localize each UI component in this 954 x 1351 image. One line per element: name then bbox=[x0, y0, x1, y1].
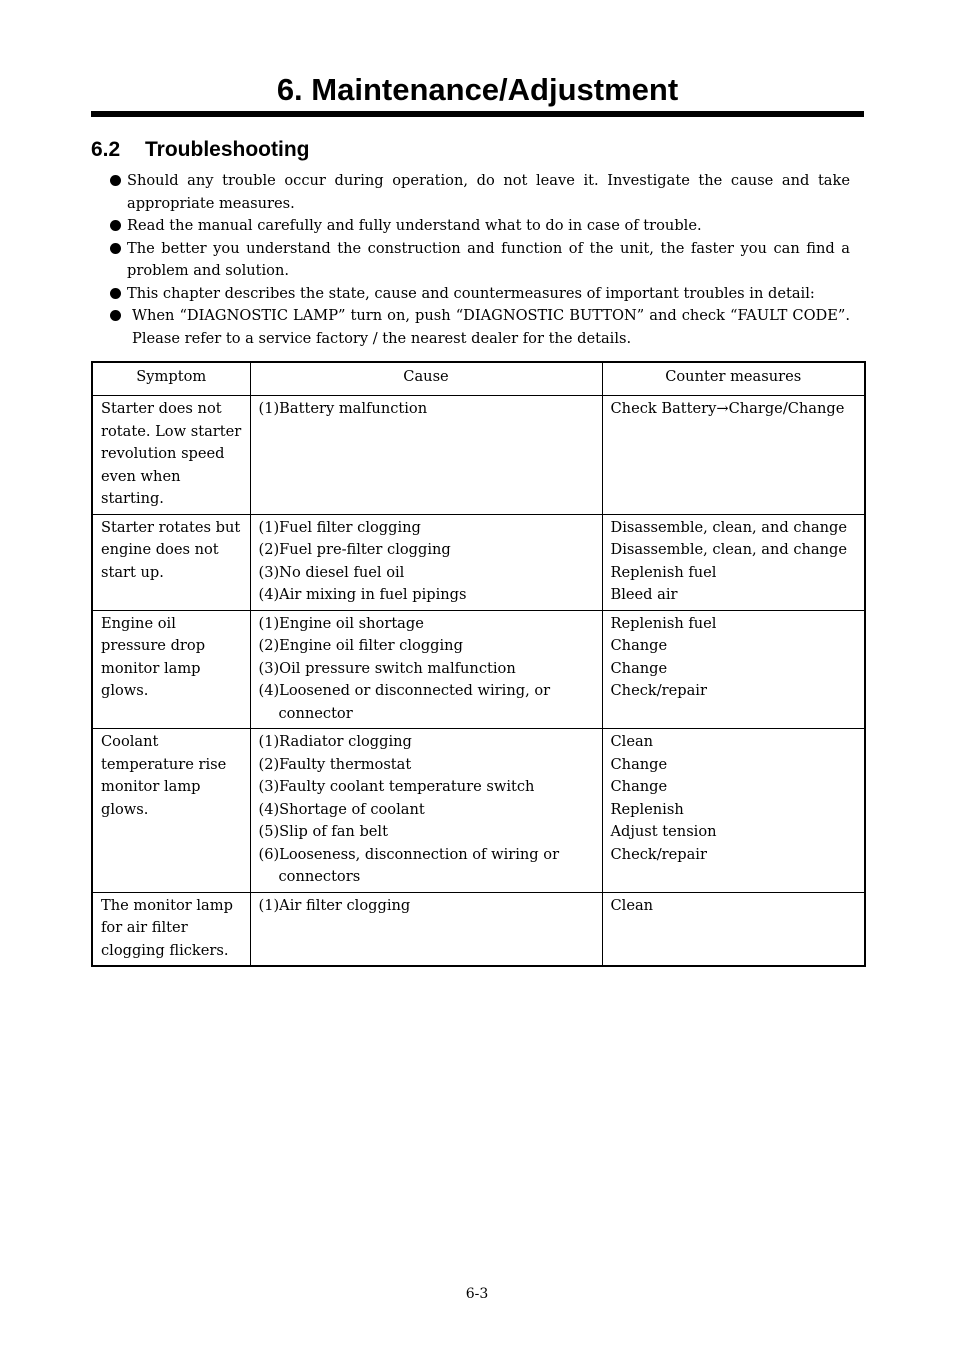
countermeasure-line: Check/repair bbox=[610, 682, 707, 699]
symptom-line: Engine oil bbox=[101, 614, 176, 632]
cause-line: (1)Radiator clogging bbox=[258, 733, 412, 750]
countermeasure-cell bbox=[602, 610, 865, 729]
symptom-line: temperature rise bbox=[101, 755, 227, 773]
symptom-line: revolution speed bbox=[101, 445, 225, 462]
bullet-icon bbox=[110, 310, 121, 321]
symptom-line: monitor lamp bbox=[101, 778, 201, 795]
section-heading bbox=[91, 136, 309, 164]
table-row bbox=[92, 610, 865, 729]
symptom-cell bbox=[92, 396, 250, 515]
bullet-icon bbox=[110, 288, 121, 299]
cause-cell bbox=[250, 729, 602, 893]
bullet-text: Should any trouble occur during operation, do not leave it. Investigate the cause and take appropriate measures. bbox=[127, 172, 850, 212]
symptom-line: Starter does not bbox=[101, 400, 222, 417]
countermeasure-line: Change bbox=[610, 659, 668, 677]
cause-cell bbox=[250, 892, 602, 966]
symptom-line: The monitor lamp bbox=[101, 896, 233, 914]
cause-line: (2)Engine oil filter clogging bbox=[258, 637, 463, 654]
table-row bbox=[92, 396, 865, 515]
table-row bbox=[92, 892, 865, 966]
table-header-row bbox=[92, 362, 865, 396]
cause-line: (4)Shortage of coolant bbox=[258, 800, 425, 818]
symptom-line: glows. bbox=[101, 682, 149, 699]
cause-line: (1)Fuel filter clogging bbox=[258, 518, 421, 536]
countermeasure-line: Change bbox=[610, 755, 668, 773]
cause-line: (2)Fuel pre-filter clogging bbox=[258, 541, 451, 558]
countermeasure-line: Disassemble, clean, and change bbox=[610, 541, 848, 558]
symptom-line: Starter rotates but bbox=[101, 518, 241, 536]
troubleshooting-table bbox=[91, 361, 866, 967]
symptom-line: engine does not bbox=[101, 541, 219, 558]
symptom-line: monitor lamp bbox=[101, 659, 201, 677]
symptom-line: Coolant bbox=[101, 733, 159, 750]
table-row bbox=[92, 514, 865, 610]
cause-cell bbox=[250, 610, 602, 729]
bullet-text: Read the manual carefully and fully understand what to do in case of trouble. bbox=[127, 217, 702, 234]
section-title: Troubleshooting bbox=[145, 138, 310, 161]
countermeasure-line: Adjust tension bbox=[610, 823, 717, 840]
symptom-cell bbox=[92, 610, 250, 729]
bullet-item bbox=[108, 238, 850, 283]
cause-line: (6)Looseness, disconnection of wiring or connectors bbox=[258, 845, 560, 885]
column-header-countermeasures: Counter measures bbox=[602, 362, 865, 396]
countermeasure-cell bbox=[602, 729, 865, 893]
bullet-text: This chapter describes the state, cause and countermeasures of important troubles in detail: bbox=[127, 284, 815, 302]
countermeasure-line: Bleed air bbox=[610, 586, 678, 603]
symptom-line: clogging flickers. bbox=[101, 941, 229, 959]
countermeasure-line: Clean bbox=[610, 896, 654, 914]
cause-line: (4)Loosened or disconnected wiring, or connector bbox=[258, 682, 551, 722]
symptom-line: start up. bbox=[101, 563, 164, 581]
countermeasure-line: Clean bbox=[610, 733, 654, 750]
symptom-cell bbox=[92, 729, 250, 893]
cause-cell bbox=[250, 514, 602, 610]
table-row bbox=[92, 729, 865, 893]
bullet-item bbox=[108, 283, 850, 306]
countermeasure-cell bbox=[602, 396, 865, 515]
cause-line: (3)Oil pressure switch malfunction bbox=[258, 659, 516, 677]
chapter-title: 6. Maintenance/Adjustment bbox=[276, 72, 679, 107]
countermeasure-cell bbox=[602, 514, 865, 610]
countermeasure-line: Replenish bbox=[610, 800, 684, 818]
table-body bbox=[92, 396, 865, 967]
countermeasure-line: Check/repair bbox=[610, 845, 707, 863]
page-number: 6-3 bbox=[465, 1286, 489, 1302]
countermeasure-line: Change bbox=[610, 637, 668, 654]
cause-line: (1)Air filter clogging bbox=[258, 896, 411, 914]
bullet-icon bbox=[110, 175, 121, 186]
cause-line: (1)Battery malfunction bbox=[258, 400, 428, 417]
column-header-symptom: Symptom bbox=[92, 362, 250, 396]
bullet-icon bbox=[110, 220, 121, 231]
bullet-item bbox=[108, 215, 850, 238]
symptom-line: even when bbox=[101, 467, 181, 485]
countermeasure-line: Check Battery→Charge/Change bbox=[610, 400, 845, 417]
cause-line: (1)Engine oil shortage bbox=[258, 614, 424, 632]
countermeasure-line: Replenish fuel bbox=[610, 563, 717, 581]
bullet-item bbox=[108, 305, 850, 350]
symptom-line: rotate. Low starter bbox=[101, 422, 242, 440]
cause-cell bbox=[250, 396, 602, 515]
bullet-icon bbox=[110, 243, 121, 254]
title-rule bbox=[91, 111, 864, 117]
symptom-line: starting. bbox=[101, 490, 164, 507]
bullet-text: When “DIAGNOSTIC LAMP” turn on, push “DIAGNOSTIC BUTTON” and check “FAULT CODE”. Please refer to a service factory / the nearest dealer for the details. bbox=[132, 307, 850, 347]
countermeasure-line: Change bbox=[610, 778, 668, 795]
bullet-list bbox=[108, 170, 850, 350]
countermeasure-cell bbox=[602, 892, 865, 966]
cause-line: (4)Air mixing in fuel pipings bbox=[258, 586, 467, 603]
cause-line: (3)No diesel fuel oil bbox=[258, 563, 405, 581]
symptom-line: pressure drop bbox=[101, 637, 206, 654]
symptom-line: glows. bbox=[101, 800, 149, 818]
countermeasure-line: Replenish fuel bbox=[610, 614, 717, 632]
section-number: 6.2 bbox=[91, 138, 121, 161]
cause-line: (2)Faulty thermostat bbox=[258, 755, 412, 773]
symptom-line: for air filter bbox=[101, 919, 188, 936]
bullet-text: The better you understand the construction and function of the unit, the faster you can find a problem and solution. bbox=[127, 239, 850, 279]
cause-line: (3)Faulty coolant temperature switch bbox=[258, 778, 535, 795]
column-header-cause: Cause bbox=[250, 362, 602, 396]
cause-line: (5)Slip of fan belt bbox=[258, 823, 388, 840]
countermeasure-line: Disassemble, clean, and change bbox=[610, 518, 848, 536]
symptom-cell bbox=[92, 514, 250, 610]
symptom-cell bbox=[92, 892, 250, 966]
bullet-item bbox=[108, 170, 850, 215]
